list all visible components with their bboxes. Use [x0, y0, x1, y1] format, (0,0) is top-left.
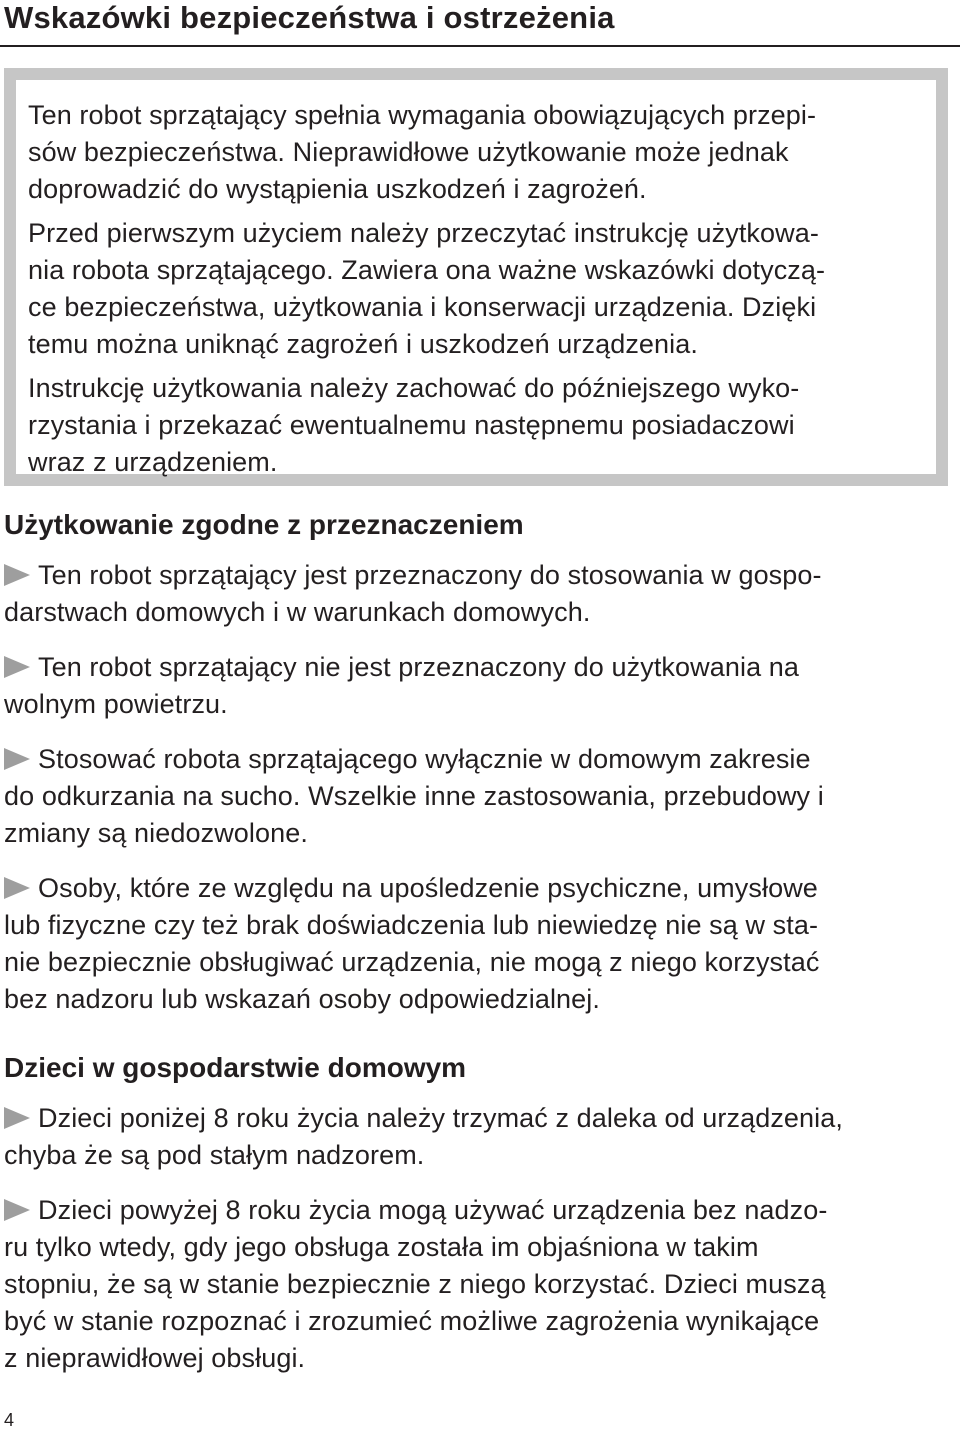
notice-paragraph: Ten robot sprzątający spełnia wymagania obowiązujących przepi- sów bezpieczeństwa. Nieprawidłowe użytkowanie może jednak doprowadzić do wystąpienia uszkodzeń i zagrożeń. [28, 100, 817, 204]
section-heading: Dzieci w gospodarstwie domowym [4, 1052, 467, 1083]
triangle-right-icon [4, 564, 30, 586]
notice-paragraph: Instrukcję użytkowania należy zachować do późniejszego wyko- rzystania i przekazać ewentualnemu następnemu posiadaczowi wraz z urządzeniem. [28, 373, 800, 477]
triangle-right-icon [4, 656, 30, 678]
bullet-item [4, 1100, 956, 1174]
bullet-text: Osoby, które ze względu na upośledzenie psychiczne, umysłowe lub fizyczne czy też brak doświadczenia lub niewiedzę nie są w sta- nie bezpiecznie obsługiwać urządzenia, nie mogą z niego korzystać bez nadzoru lub wskazań osoby odpowiedzialnej. [4, 873, 820, 1014]
triangle-right-icon [4, 748, 30, 770]
bullet-text: Dzieci powyżej 8 roku życia mogą używać urządzenia bez nadzo- ru tylko wtedy, gdy jego obsługa została im objaśniona w takim stopniu, że są w stanie bezpiecznie z niego korzystać. Dzieci muszą być w stanie rozpoznać i zrozumieć możliwe zagrożenia wynikające z nieprawidłowej obsługi. [4, 1195, 828, 1373]
bullet-item [4, 1192, 956, 1377]
bullet-item [4, 557, 956, 631]
triangle-right-icon [4, 877, 30, 899]
page-number: 4 [4, 1410, 15, 1430]
section-heading: Użytkowanie zgodne z przeznaczeniem [4, 509, 524, 540]
bullet-item [4, 870, 956, 1018]
bullet-text: Stosować robota sprzątającego wyłącznie w domowym zakresie do odkurzania na sucho. Wszelkie inne zastosowania, przebudowy i zmiany są niedozwolone. [4, 744, 824, 848]
triangle-right-icon [4, 1199, 30, 1221]
section-intended-use [4, 507, 956, 1036]
bullet-text: Dzieci poniżej 8 roku życia należy trzymać z daleka od urządzenia, chyba że są pod stałym nadzorem. [4, 1103, 843, 1170]
page-title: Wskazówki bezpieczeństwa i ostrzeżenia [4, 0, 615, 35]
bullet-text: Ten robot sprzątający nie jest przeznaczony do użytkowania na wolnym powietrzu. [4, 652, 800, 719]
notice-paragraph: Przed pierwszym użyciem należy przeczytać instrukcję użytkowa- nia robota sprzątającego. Zawiera ona ważne wskazówki dotyczą- ce bezpieczeństwa, użytkowania i konserwacji urządzenia. Dzięki temu można uniknąć zagrożeń i uszkodzeń urządzenia. [28, 218, 826, 359]
bullet-text: Ten robot sprzątający jest przeznaczony do stosowania w gospo- darstwach domowych i w warunkach domowych. [4, 560, 822, 627]
bullet-item [4, 649, 956, 723]
triangle-right-icon [4, 1107, 30, 1129]
title-divider [0, 45, 960, 47]
bullet-item [4, 741, 956, 852]
safety-notice-box [4, 68, 948, 486]
section-children [4, 1050, 956, 1395]
